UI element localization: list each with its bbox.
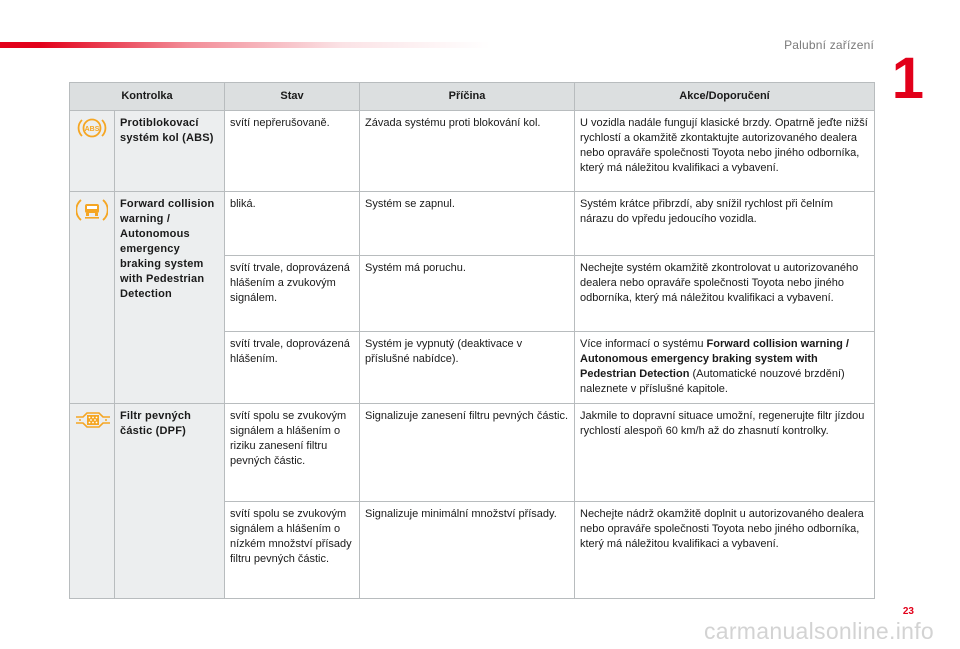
stav-cell: svítí nepřerušovaně. (225, 111, 360, 192)
chapter-number: 1 (891, 46, 924, 111)
stav-cell: svítí spolu se zvukovým signálem a hlášením o nízkém množství přísady filtru pevných částic. (225, 502, 360, 599)
akce-cell: Jakmile to dopravní situace umožní, regenerujte filtr jízdou rychlostí alespoň 60 km/h až do zhasnutí kontrolky. (575, 404, 875, 502)
pricina-cell: Signalizuje minimální množství přísady. (360, 502, 575, 599)
kontrolka-cell: Protiblokovací systém kol (ABS) (115, 111, 225, 192)
warning-lights-table (69, 82, 875, 599)
akce-cell (575, 332, 875, 404)
icon-cell (70, 111, 115, 192)
forward-collision-icon (76, 197, 108, 228)
stav-cell: svítí spolu se zvukovým signálem a hlášením o riziku zanesení filtru pevných částic. (225, 404, 360, 502)
column-header-pricina: Příčina (360, 83, 575, 111)
kontrolka-cell: Forward collision warning / Autonomous emergency braking system with Pedestrian Detection (115, 192, 225, 404)
akce-cell: U vozidla nadále fungují klasické brzdy. Opatrně jeďte nižší rychlostí a okamžitě zkontaktujte autorizovaného dealera nebo opraváře společnosti Toyota nebo jiného odborníka, který má náležitou kvalifikaci a vybavení. (575, 111, 875, 192)
column-header-stav: Stav (225, 83, 360, 111)
akce-cell: Nechejte systém okamžitě zkontrolovat u autorizovaného dealera nebo opraváře společnosti Toyota nebo jiného odborníka, který má náležitou kvalifikaci a vybavení. (575, 256, 875, 332)
table-header-row (70, 83, 875, 111)
akce-cell: Nechejte nádrž okamžitě doplnit u autorizovaného dealera nebo opraváře společnosti Toyota nebo jiného odborníka, který má náležitou kvalifikaci a vybavení. (575, 502, 875, 599)
stav-cell: svítí trvale, doprovázená hlášením. (225, 332, 360, 404)
svg-text:ABS: ABS (84, 126, 99, 133)
stav-cell: bliká. (225, 192, 360, 256)
section-title: Palubní zařízení (784, 38, 874, 52)
pricina-cell: Závada systému proti blokování kol. (360, 111, 575, 192)
pricina-cell: Systém se zapnul. (360, 192, 575, 256)
header-accent-bar (0, 42, 490, 48)
icon-cell (70, 192, 115, 404)
akce-cell: Systém krátce přibrzdí, aby snížil rychlost při čelním nárazu do vpředu jedoucího vozidla. (575, 192, 875, 256)
pricina-cell: Systém má poruchu. (360, 256, 575, 332)
page-number: 23 (902, 606, 914, 617)
column-header-akce: Akce/Doporučení (575, 83, 875, 111)
column-header-kontrolka: Kontrolka (70, 83, 225, 111)
pricina-cell: Systém je vypnutý (deaktivace v příslušné nabídce). (360, 332, 575, 404)
kontrolka-cell: Filtr pevných částic (DPF) (115, 404, 225, 599)
watermark: carmanualsonline.info (703, 618, 934, 644)
table-row (70, 404, 875, 502)
stav-cell: svítí trvale, doprovázená hlášením a zvukovým signálem. (225, 256, 360, 332)
table-row (70, 111, 875, 192)
table-row (70, 192, 875, 256)
akce-text-post: (Automatické nouzové brzdění) naleznete v příslušné kapitole. (580, 368, 845, 395)
akce-text-pre: Více informací o systému (580, 338, 707, 350)
pricina-cell: Signalizuje zanesení filtru pevných částic. (360, 404, 575, 502)
icon-cell (70, 404, 115, 599)
abs-warning-icon (76, 116, 108, 145)
particle-filter-icon (75, 409, 111, 436)
akce-text-bold: Forward collision warning / Autonomous emergency braking system with Pedestrian Detection (580, 338, 849, 380)
